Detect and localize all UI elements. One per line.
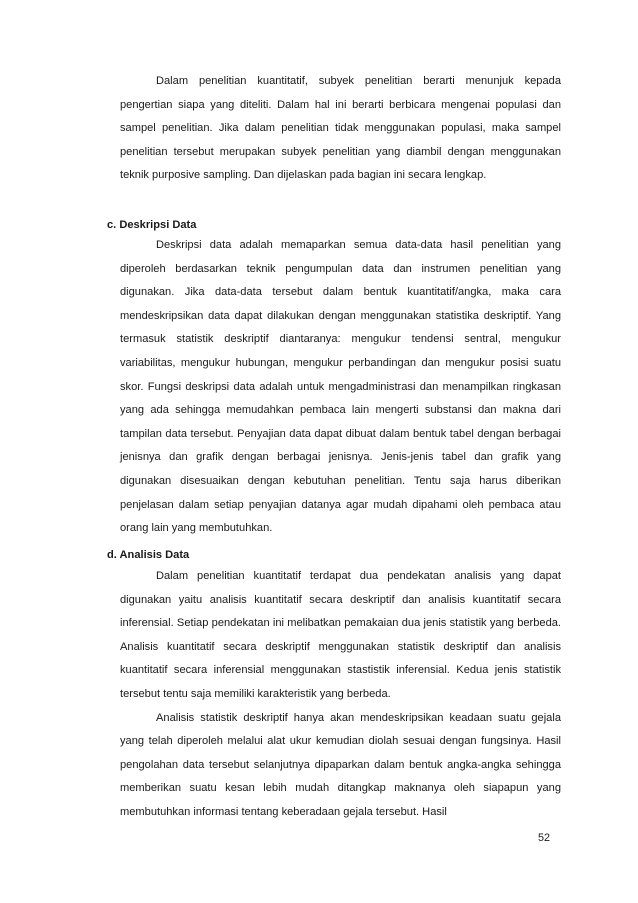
- analisis-paragraph-2: Analisis statistik deskriptif hanya akan mendeskripsikan keadaan suatu gejala yang telah diperoleh melalui alat ukur kemudian diolah sesuai dengan fungsinya. Hasil pengolahan data tersebut selanjutnya dipaparkan dalam bentuk angka-angka sehingga memberikan suatu kesan lebih mudah ditangkap maknanya oleh siapapun yang membutuhkan informasi tentang keberadaan gejala tersebut. Hasil: [120, 711, 561, 818]
- heading-deskripsi-data: c. Deskripsi Data: [107, 219, 197, 231]
- analisis-section: [120, 565, 561, 825]
- page-number: 52: [538, 832, 551, 844]
- deskripsi-section: [120, 234, 561, 541]
- analisis-paragraph-1: Dalam penelitian kuantitatif terdapat dua pendekatan analisis yang dapat digunakan yaitu analisis kuantitatif secara deskriptif dan analisis kuantitatif secara inferensial. Setiap pendekatan ini melibatkan pemakaian dua jenis statistik yang berbeda. Analisis kuantitatif secara deskriptif menggunakan statistik deskriptif dan analisis kuantitatif secara inferensial menggunakan stastistik inferensial. Kedua jenis statistik tersebut tentu saja memiliki karakteristik yang berbeda.: [120, 570, 561, 700]
- heading-analisis-data: d. Analisis Data: [107, 549, 190, 561]
- intro-paragraph: Dalam penelitian kuantitatif, subyek penelitian berarti menunjuk kepada pengertian siapa yang diteliti. Dalam hal ini berarti berbicara mengenai populasi dan sampel penelitian. Jika dalam penelitian tidak menggunakan populasi, maka sampel penelitian tersebut merupakan subyek penelitian yang diambil dengan menggunakan teknik purposive sampling. Dan dijelaskan pada bagian ini secara lengkap.: [120, 75, 561, 182]
- deskripsi-paragraph: Deskripsi data adalah memaparkan semua data-data hasil penelitian yang diperoleh berdasarkan teknik pengumpulan data dan instrumen penelitian yang digunakan. Jika data-data tersebut dalam bentuk kuantitatif/angka, maka cara mendeskripsikan data dapat dilakukan dengan menggunakan statistika deskriptif. Yang termasuk statistik deskriptif diantaranya: mengukur tendensi sentral, mengukur variabilitas, mengukur hubungan, mengukur perbandingan dan mengukur posisi suatu skor. Fungsi deskripsi data adalah untuk mengadministrasi dan menampilkan ringkasan yang ada sehingga memudahkan pembaca lain mengerti substansi dan makna dari tampilan data tersebut. Penyajian data dapat dibuat dalam bentuk tabel dengan berbagai jenisnya dan grafik dengan berbagai jenisnya. Jenis-jenis tabel dan grafik yang digunakan disesuaikan dengan kebutuhan penelitian. Tentu saja harus diberikan penjelasan dalam setiap penyajian datanya agar mudah dipahami oleh pembaca atau orang lain yang membutuhkan.: [120, 239, 561, 535]
- intro-section: [120, 70, 561, 188]
